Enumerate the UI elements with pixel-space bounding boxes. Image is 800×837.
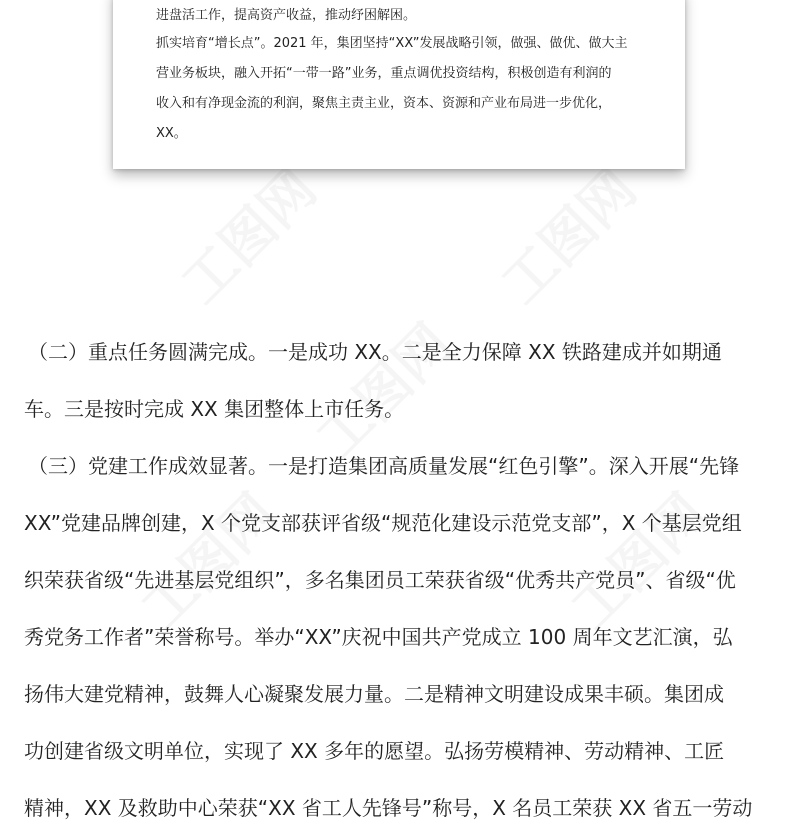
card-text-line: XX。 bbox=[156, 126, 187, 141]
body-line: （三）党建工作成效显著。一是打造集团高质量发展“红色引擎”。深入开展“先锋 bbox=[28, 454, 740, 478]
body-line: XX”党建品牌创建，X 个党支部获评省级“规范化建设示范党支部”，X 个基层党组 bbox=[24, 511, 742, 535]
body-line: （二）重点任务圆满完成。一是成功 XX。二是全力保障 XX 铁路建成并如期通 bbox=[28, 340, 722, 364]
card-text-line: 收入和有净现金流的利润，聚焦主责主业，资本、资源和产业布局进一步优化， bbox=[156, 96, 612, 111]
watermark: 工图网 bbox=[559, 481, 719, 641]
body-line: 车。三是按时完成 XX 集团整体上市任务。 bbox=[24, 397, 405, 421]
body-line: 精神，XX 及救助中心荣获“XX 省工人先锋号”称号，X 名员工荣获 XX 省五一劳动 bbox=[24, 796, 753, 820]
card-text-line: 抓实培育“增长点”。2021 年，集团坚持“XX”发展战略引领，做强、做优、做大主 bbox=[156, 36, 628, 51]
body-line: 秀党务工作者”荣誉称号。举办“XX”庆祝中国共产党成立 100 周年文艺汇演，弘 bbox=[24, 625, 733, 649]
card-text-line: 营业务板块，融入开拓“一带一路”业务，重点调优投资结构，积极创造有利润的 bbox=[156, 66, 612, 81]
watermark: 工图网 bbox=[304, 311, 464, 471]
body-line: 织荣获省级“先进基层党组织”，多名集团员工荣获省级“优秀共产党员”、省级“优 bbox=[24, 568, 736, 592]
document-preview-card bbox=[113, 0, 685, 169]
body-line: 扬伟大建党精神，鼓舞人心凝聚发展力量。二是精神文明建设成果丰硕。集团成 bbox=[24, 682, 724, 706]
watermark: 工图网 bbox=[169, 156, 329, 316]
watermark: 工图网 bbox=[129, 481, 289, 641]
main-body-text bbox=[24, 324, 780, 837]
card-text-line: 进盘活工作，提高资产收益，推动纾困解困。 bbox=[156, 8, 417, 23]
body-line: 功创建省级文明单位，实现了 XX 多年的愿望。弘扬劳模精神、劳动精神、工匠 bbox=[24, 739, 725, 763]
watermark: 工图网 bbox=[489, 156, 649, 316]
